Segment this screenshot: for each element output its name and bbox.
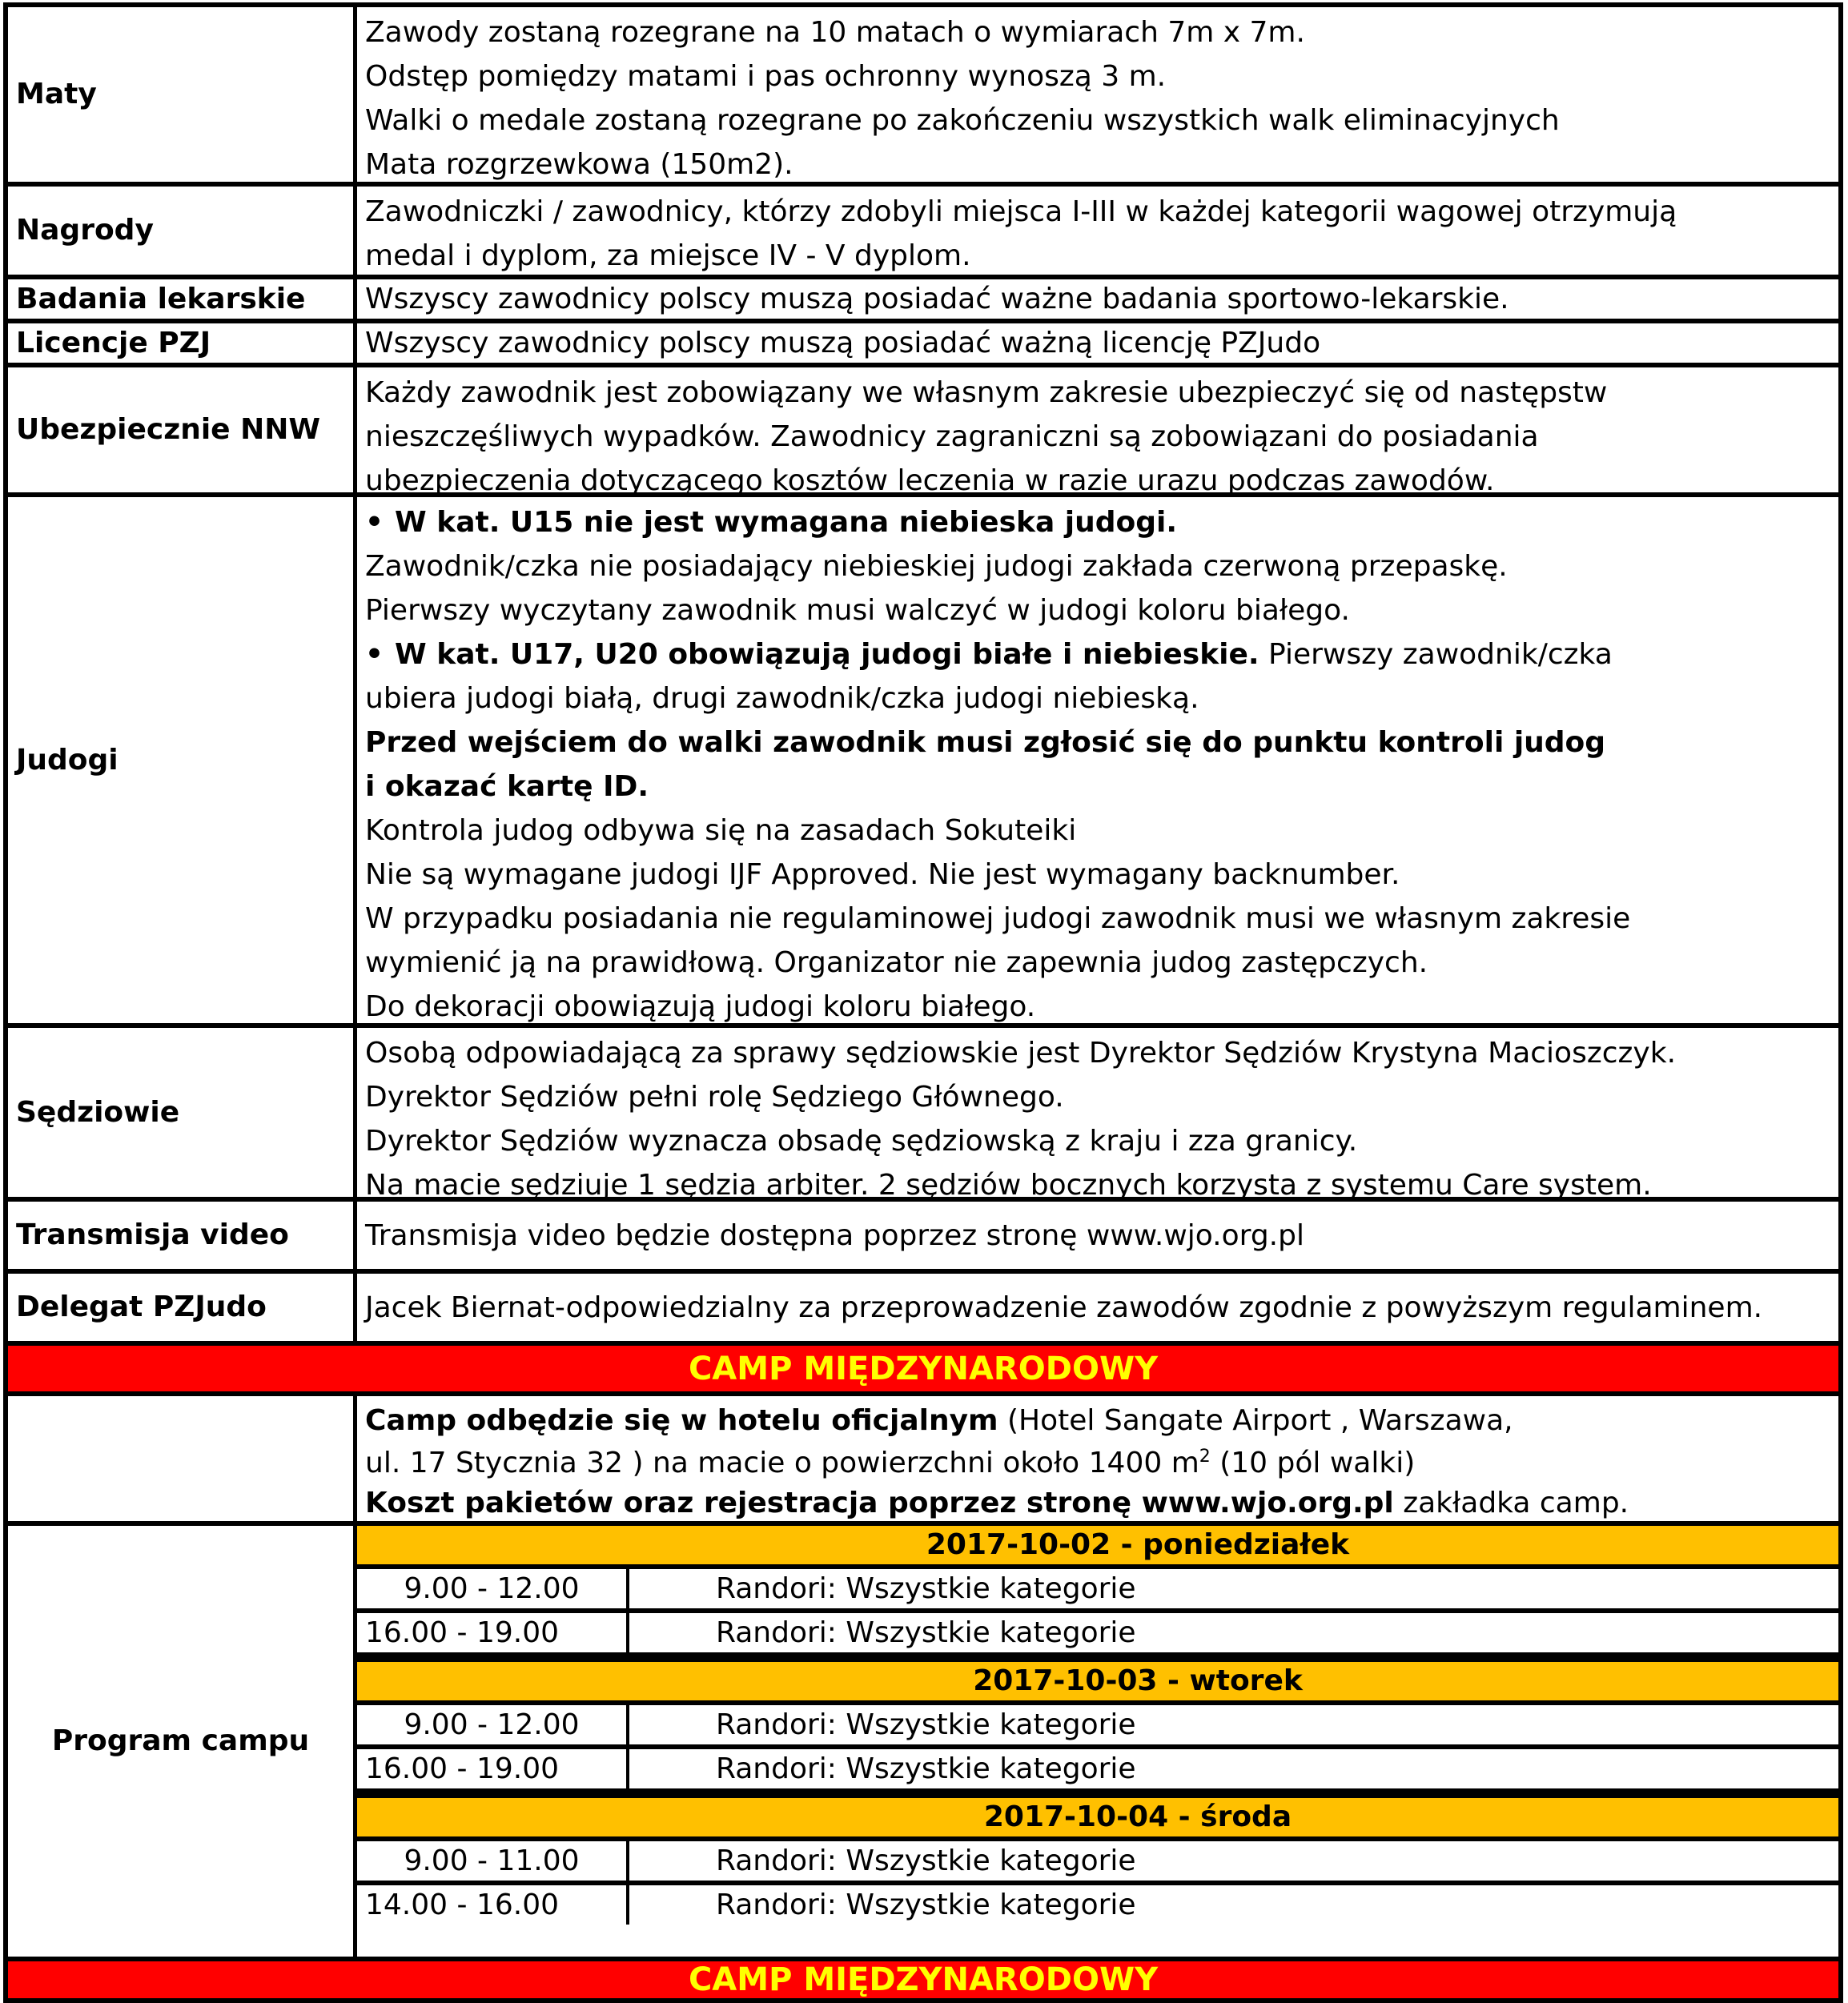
plain-text: Pierwszy zawodnik/czka: [1259, 638, 1613, 671]
text-line: ubiera judogi białą, drugi zawodnik/czka judogi niebieską.: [365, 682, 1199, 715]
row-content: [357, 1202, 1838, 1269]
slot-time: 16.00 - 19.00: [357, 1749, 629, 1788]
row-program-campu: [3, 1526, 1843, 1957]
text-line: Odstęp pomiędzy matami i pas ochronny wynoszą 3 m.: [365, 60, 1167, 93]
text-line: [365, 500, 1838, 544]
text-line: W przypadku posiadania nie regulaminowej judogi zawodnik musi we własnym zakresie: [365, 902, 1631, 935]
slot-activity: Randori: Wszystkie kategorie: [716, 1752, 1136, 1785]
text-line: Wszyscy zawodnicy polscy muszą posiadać ważną licencję PZJudo: [365, 326, 1321, 359]
text-line: Dyrektor Sędziów wyznacza obsadę sędziowską z kraju i zza granicy.: [365, 1125, 1358, 1158]
text-line: Walki o medale zostaną rozegrane po zakończeniu wszystkich walk eliminacyjnych: [365, 104, 1560, 137]
schedule-row: [357, 1613, 1838, 1657]
text-line: Zawodnik/czka nie posiadający niebieskiej judogi zakłada czerwoną przepaskę.: [365, 550, 1508, 583]
row-content: [357, 323, 1838, 363]
text-line: Osobą odpowiadającą za sprawy sędziowskie jest Dyrektor Sędziów Krystyna Macioszczyk.: [365, 1037, 1677, 1070]
text-line: [365, 632, 1838, 676]
text-line: [365, 1484, 1838, 1523]
row-ubezpieczenie-nnw: [3, 367, 1843, 497]
text-line: Przed wejściem do walki zawodnik musi zgłosić się do punktu kontroli judog: [365, 726, 1606, 759]
text-line: Zawody zostaną rozegrane na 10 matach o wymiarach 7m x 7m.: [365, 16, 1305, 49]
bullet-icon: •: [365, 638, 384, 671]
row-maty: [3, 2, 1843, 187]
row-content: [357, 367, 1838, 497]
text-line: i okazać kartę ID.: [365, 770, 649, 803]
superscript: 2: [1199, 1447, 1211, 1467]
slot-activity: Randori: Wszystkie kategorie: [716, 1708, 1136, 1741]
slot-activity: Randori: Wszystkie kategorie: [716, 1889, 1136, 1921]
text-line: Nie są wymagane judogi IJF Approved. Nie jest wymagany backnumber.: [365, 858, 1400, 891]
text-line: Pierwszy wyczytany zawodnik musi walczyć w judogi koloru białego.: [365, 594, 1350, 627]
bullet-icon: •: [365, 506, 384, 539]
day-header: 2017-10-03 - wtorek: [357, 1657, 1838, 1705]
row-label: Transmisja video: [8, 1202, 357, 1269]
bold-text: Koszt pakietów oraz rejestracja poprzez stronę www.wjo.org.pl: [365, 1487, 1394, 1519]
slot-time: 16.00 - 19.00: [357, 1613, 629, 1652]
bold-text: W kat. U17, U20 obowiązują judogi białe i niebieskie.: [395, 638, 1259, 671]
row-label: Judogi: [8, 497, 357, 1023]
text-line: ubezpieczenia dotyczącego kosztów leczenia w razie urazu podczas zawodów.: [365, 464, 1495, 497]
regulations-table: [3, 2, 1843, 2003]
row-label: Maty: [8, 7, 357, 182]
row-content: [357, 187, 1838, 275]
text-line: [365, 1442, 1838, 1484]
row-label: Licencje PZJ: [8, 323, 357, 363]
row-content: [357, 1028, 1838, 1202]
camp-banner: CAMP MIĘDZYNARODOWY: [3, 1346, 1843, 1396]
row-label: Delegat PZJudo: [8, 1274, 357, 1341]
row-judogi: [3, 497, 1843, 1028]
text-line: Do dekoracji obowiązują judogi koloru białego.: [365, 990, 1036, 1023]
text-line: Jacek Biernat-odpowiedzialny za przeprowadzenie zawodów zgodnie z powyższym regulaminem.: [365, 1291, 1763, 1324]
row-label: Badania lekarskie: [8, 279, 357, 319]
text-line: Transmisja video będzie dostępna poprzez stronę www.wjo.org.pl: [365, 1218, 1304, 1252]
row-content: [357, 7, 1838, 182]
row-nagrody: [3, 187, 1843, 279]
camp-footer-banner: CAMP MIĘDZYNARODOWY: [3, 1957, 1843, 2003]
day-header: 2017-10-02 - poniedziałek: [357, 1526, 1838, 1569]
row-camp-info: [3, 1396, 1843, 1526]
plain-text: (10 pól walki): [1210, 1447, 1416, 1479]
text-line: wymienić ją na prawidłową. Organizator nie zapewnia judog zastępczych.: [365, 946, 1428, 979]
row-label: Ubezpiecznie NNW: [8, 367, 357, 492]
slot-time: 9.00 - 12.00: [357, 1569, 629, 1608]
row-label-empty: [8, 1396, 357, 1521]
bold-text: W kat. U15 nie jest wymagana niebieska judogi.: [395, 506, 1178, 539]
row-content: [357, 1396, 1838, 1521]
row-delegat-pzjudo: [3, 1274, 1843, 1346]
day-header: 2017-10-04 - środa: [357, 1793, 1838, 1841]
plain-text: ul. 17 Stycznia 32 ) na macie o powierzchni około 1400 m: [365, 1447, 1199, 1479]
plain-text: zakładka camp.: [1393, 1487, 1629, 1519]
schedule-row: [357, 1705, 1838, 1749]
text-line: Na macie sędziuje 1 sędzia arbiter. 2 sędziów bocznych korzysta z systemu Care system.: [365, 1169, 1652, 1202]
text-line: [365, 1399, 1838, 1442]
row-label: Program campu: [8, 1526, 357, 1957]
schedule-row: [357, 1885, 1838, 1925]
text-line: Mata rozgrzewkowa (150m2).: [365, 148, 793, 181]
camp-schedule: [357, 1526, 1838, 1957]
row-sedziowie: [3, 1028, 1843, 1202]
slot-activity: Randori: Wszystkie kategorie: [716, 1844, 1136, 1877]
text-line: Wszyscy zawodnicy polscy muszą posiadać ważne badania sportowo-lekarskie.: [365, 282, 1509, 315]
row-label: Sędziowie: [8, 1028, 357, 1197]
schedule-row: [357, 1749, 1838, 1793]
row-licencje-pzj: [3, 323, 1843, 367]
text-line: Zawodniczki / zawodnicy, którzy zdobyli miejsca I-III w każdej kategorii wagowej otrzymują: [365, 195, 1677, 228]
schedule-row: [357, 1841, 1838, 1885]
row-label: Nagrody: [8, 187, 357, 275]
slot-time: 14.00 - 16.00: [357, 1885, 629, 1925]
row-content: [357, 497, 1838, 1023]
row-content: [357, 279, 1838, 319]
bold-text: Camp odbędzie się w hotelu oficjalnym: [365, 1404, 998, 1437]
text-line: medal i dyplom, za miejsce IV - V dyplom.: [365, 239, 971, 272]
text-line: Każdy zawodnik jest zobowiązany we własnym zakresie ubezpieczyć się od następstw: [365, 376, 1608, 409]
row-transmisja-video: [3, 1202, 1843, 1274]
slot-time: 9.00 - 11.00: [357, 1841, 629, 1881]
plain-text: (Hotel Sangate Airport , Warszawa,: [998, 1404, 1513, 1437]
text-line: Kontrola judog odbywa się na zasadach Sokuteiki: [365, 814, 1077, 847]
slot-time: 9.00 - 12.00: [357, 1705, 629, 1744]
row-badania-lekarskie: [3, 279, 1843, 323]
schedule-row: [357, 1569, 1838, 1613]
slot-activity: Randori: Wszystkie kategorie: [716, 1616, 1136, 1649]
text-line: nieszczęśliwych wypadków. Zawodnicy zagraniczni są zobowiązani do posiadania: [365, 420, 1539, 453]
slot-activity: Randori: Wszystkie kategorie: [716, 1572, 1136, 1605]
row-content: [357, 1274, 1838, 1341]
text-line: Dyrektor Sędziów pełni rolę Sędziego Głównego.: [365, 1081, 1064, 1114]
